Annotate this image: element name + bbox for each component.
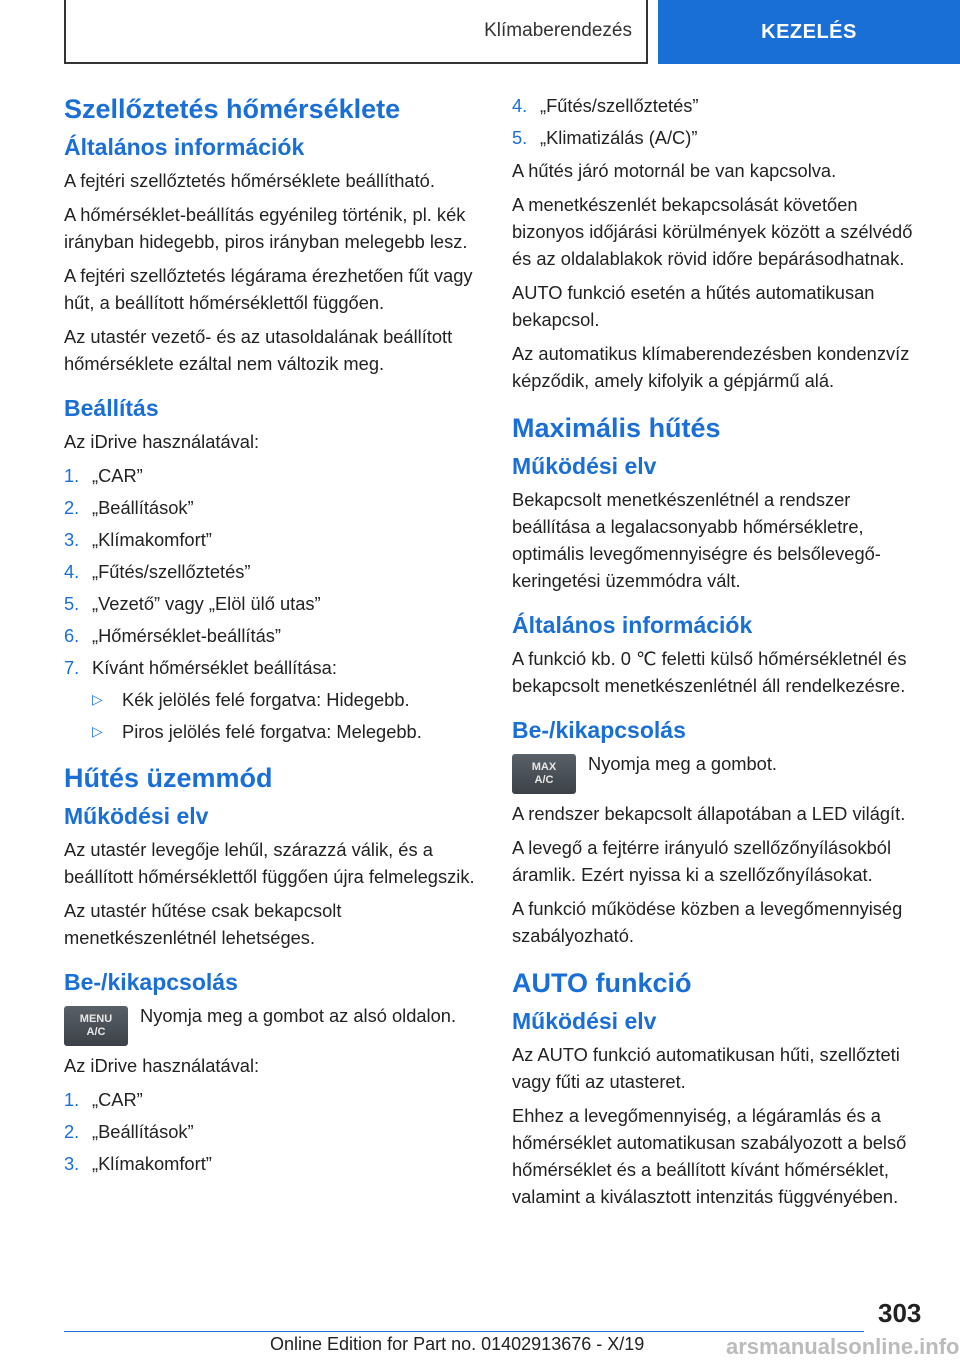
paragraph: A menetkészenlét bekapcsolását követően bizonyos időjárási körülmények között a szélvédő és az oldalablakok rövid időre bepárásodhatnak. [512,194,913,269]
sub-item-text: Kék jelölés felé forgatva: Hidegebb. [122,688,410,710]
list-item [64,1150,484,1177]
list-item [64,526,484,553]
sub-list-item [92,686,484,713]
footer-divider [64,1331,864,1332]
paragraph: Az utastér vezető- és az utasoldalának beállított hőmérséklete ezáltal nem változik meg. [64,325,453,374]
paragraph: A rendszer bekapcsolt állapotában a LED világít. [512,802,906,824]
step-number: 2. [64,496,80,518]
edition-text: Online Edition for Part no. 01402913676 - X/19 [270,1334,645,1354]
list-item [64,654,484,681]
sub-list-item [92,718,484,745]
step-number: 5. [64,592,80,614]
paragraph: A fejtéri szellőztetés légárama érezhetően fűt vagy hűt, a beállított hőmérséklettől függően. [64,264,473,313]
triangle-icon: ▷ [92,690,103,707]
list-item [64,590,484,617]
step-number: 5. [512,127,528,148]
right-column [512,92,932,1217]
step-text: „Klimatizálás (A/C)” [540,127,698,148]
paragraph: A hűtés járó motornál be van kapcsolva. [512,160,837,181]
triangle-icon: ▷ [92,722,103,739]
paragraph: A funkció működése közben a levegőmennyiség szabályozható. [512,897,903,946]
list-item [64,622,484,649]
step-text: „Klímakomfort” [92,528,212,550]
list-item [64,462,484,489]
heading-cooling-mode: Hűtés üzemmód [64,762,273,793]
list-item [64,1118,484,1145]
list-item [64,494,484,521]
paragraph: Ehhez a levegőmennyiség, a légáramlás és a hőmérséklet automatikusan szabályozott a belső hőmérséklet és a beállított kívánt hőmérséklet, valamint a kiválasztott intenzitás függvényében. [512,1104,907,1207]
paragraph: Nyomja meg a gombot. [588,752,777,774]
steps-list [512,92,932,151]
step-text: „Hőmérséklet-beállítás” [92,624,281,646]
heading-general-info: Általános információk [64,134,305,161]
step-text: Kívánt hőmérséklet beállítása: [92,656,337,678]
list-item [64,558,484,585]
max-ac-button-icon [512,754,576,794]
paragraph: A hőmérséklet-beállítás egyénileg történik, pl. kék irányban hidegebb, piros irányban melegebb lesz. [64,203,468,252]
step-text: „Vezető” vagy „Elöl ülő utas” [92,592,321,614]
button-instruction [512,750,932,794]
page-number: 303 [878,1298,922,1328]
page-header [0,0,960,66]
heading-auto-function: AUTO funkció [512,967,692,998]
button-icon-label: A/C [534,773,554,786]
step-text: „Fűtés/szellőztetés” [540,95,699,116]
button-instruction [64,1002,484,1046]
chapter-tab[interactable]: KEZELÉS [658,0,960,64]
step-number: 1. [64,464,80,486]
paragraph: Az iDrive használatával: [64,1054,260,1076]
paragraph: Az utastér hűtése csak bekapcsolt menetkészenlétnél lehetséges. [64,899,342,948]
paragraph: Nyomja meg a gombot az alsó oldalon. [140,1004,457,1026]
list-item [512,124,932,151]
paragraph: A levegő a fejtérre irányuló szellőzőnyílásokból áramlik. Ezért nyissa ki a szellőzőnyílásokat. [512,836,892,885]
step-number: 1. [64,1088,80,1110]
steps-list [64,462,484,745]
step-number: 3. [64,1152,80,1174]
sub-item-text: Piros jelölés felé forgatva: Melegebb. [122,720,422,742]
step-number: 7. [64,656,80,678]
paragraph: Bekapcsolt menetkészenlétnél a rendszer beállítása a legalacsonyabb hőmérsékletre, optimális levegőmennyiségre és belsőlevegő-keringetési üzemmódra vált. [512,488,881,591]
step-number: 4. [64,560,80,582]
section-title: Klímaberendezés [64,0,648,64]
button-icon-label: A/C [86,1025,106,1038]
button-icon-label: MENU [79,1012,113,1025]
step-text: „CAR” [92,1088,143,1110]
heading-setting: Beállítás [64,394,159,421]
step-number: 6. [64,624,80,646]
step-number: 2. [64,1120,80,1142]
heading-principle: Működési elv [512,453,657,480]
left-column [64,92,484,1183]
heading-principle: Működési elv [512,1007,657,1034]
heading-general-info: Általános információk [512,611,753,638]
paragraph: AUTO funkció esetén a hűtés automatikusan bekapcsol. [512,282,875,330]
paragraph: Az AUTO funkció automatikusan hűti, szellőzteti vagy fűti az utasteret. [512,1043,900,1092]
heading-on-off: Be-/kikapcsolás [64,968,238,995]
paragraph: A fejtéri szellőztetés hőmérséklete beállítható. [64,169,435,191]
heading-max-cooling: Maximális hűtés [512,413,721,443]
button-icon-label: MAX [531,760,557,773]
menu-ac-button-icon [64,1006,128,1046]
watermark: arsmanualsonline.info [726,1334,960,1359]
paragraph: Az iDrive használatával: [64,430,260,452]
step-text: „Beállítások” [92,1120,194,1142]
step-number: 4. [512,95,528,116]
step-text: „CAR” [92,464,143,486]
heading-principle: Működési elv [64,802,209,829]
paragraph: A funkció kb. 0 ℃ feletti külső hőmérsékletnél és bekapcsolt menetkészenlétnél áll rendelkezésre. [512,647,907,696]
paragraph: Az utastér levegője lehűl, szárazzá válik, és a beállított hőmérséklettől függően újra felmelegszik. [64,838,475,887]
paragraph: Az automatikus klímaberendezésben kondenzvíz képződik, amely kifolyik a gépjármű alá. [512,343,910,391]
step-text: „Beállítások” [92,496,194,518]
step-text: „Klímakomfort” [92,1152,212,1174]
steps-list [64,1086,484,1177]
step-number: 3. [64,528,80,550]
heading-ventilation-temperature: Szellőztetés hőmérséklete [64,94,401,124]
list-item [512,92,932,119]
list-item [64,1086,484,1113]
heading-on-off: Be-/kikapcsolás [512,716,686,743]
step-text: „Fűtés/szellőztetés” [92,560,251,582]
